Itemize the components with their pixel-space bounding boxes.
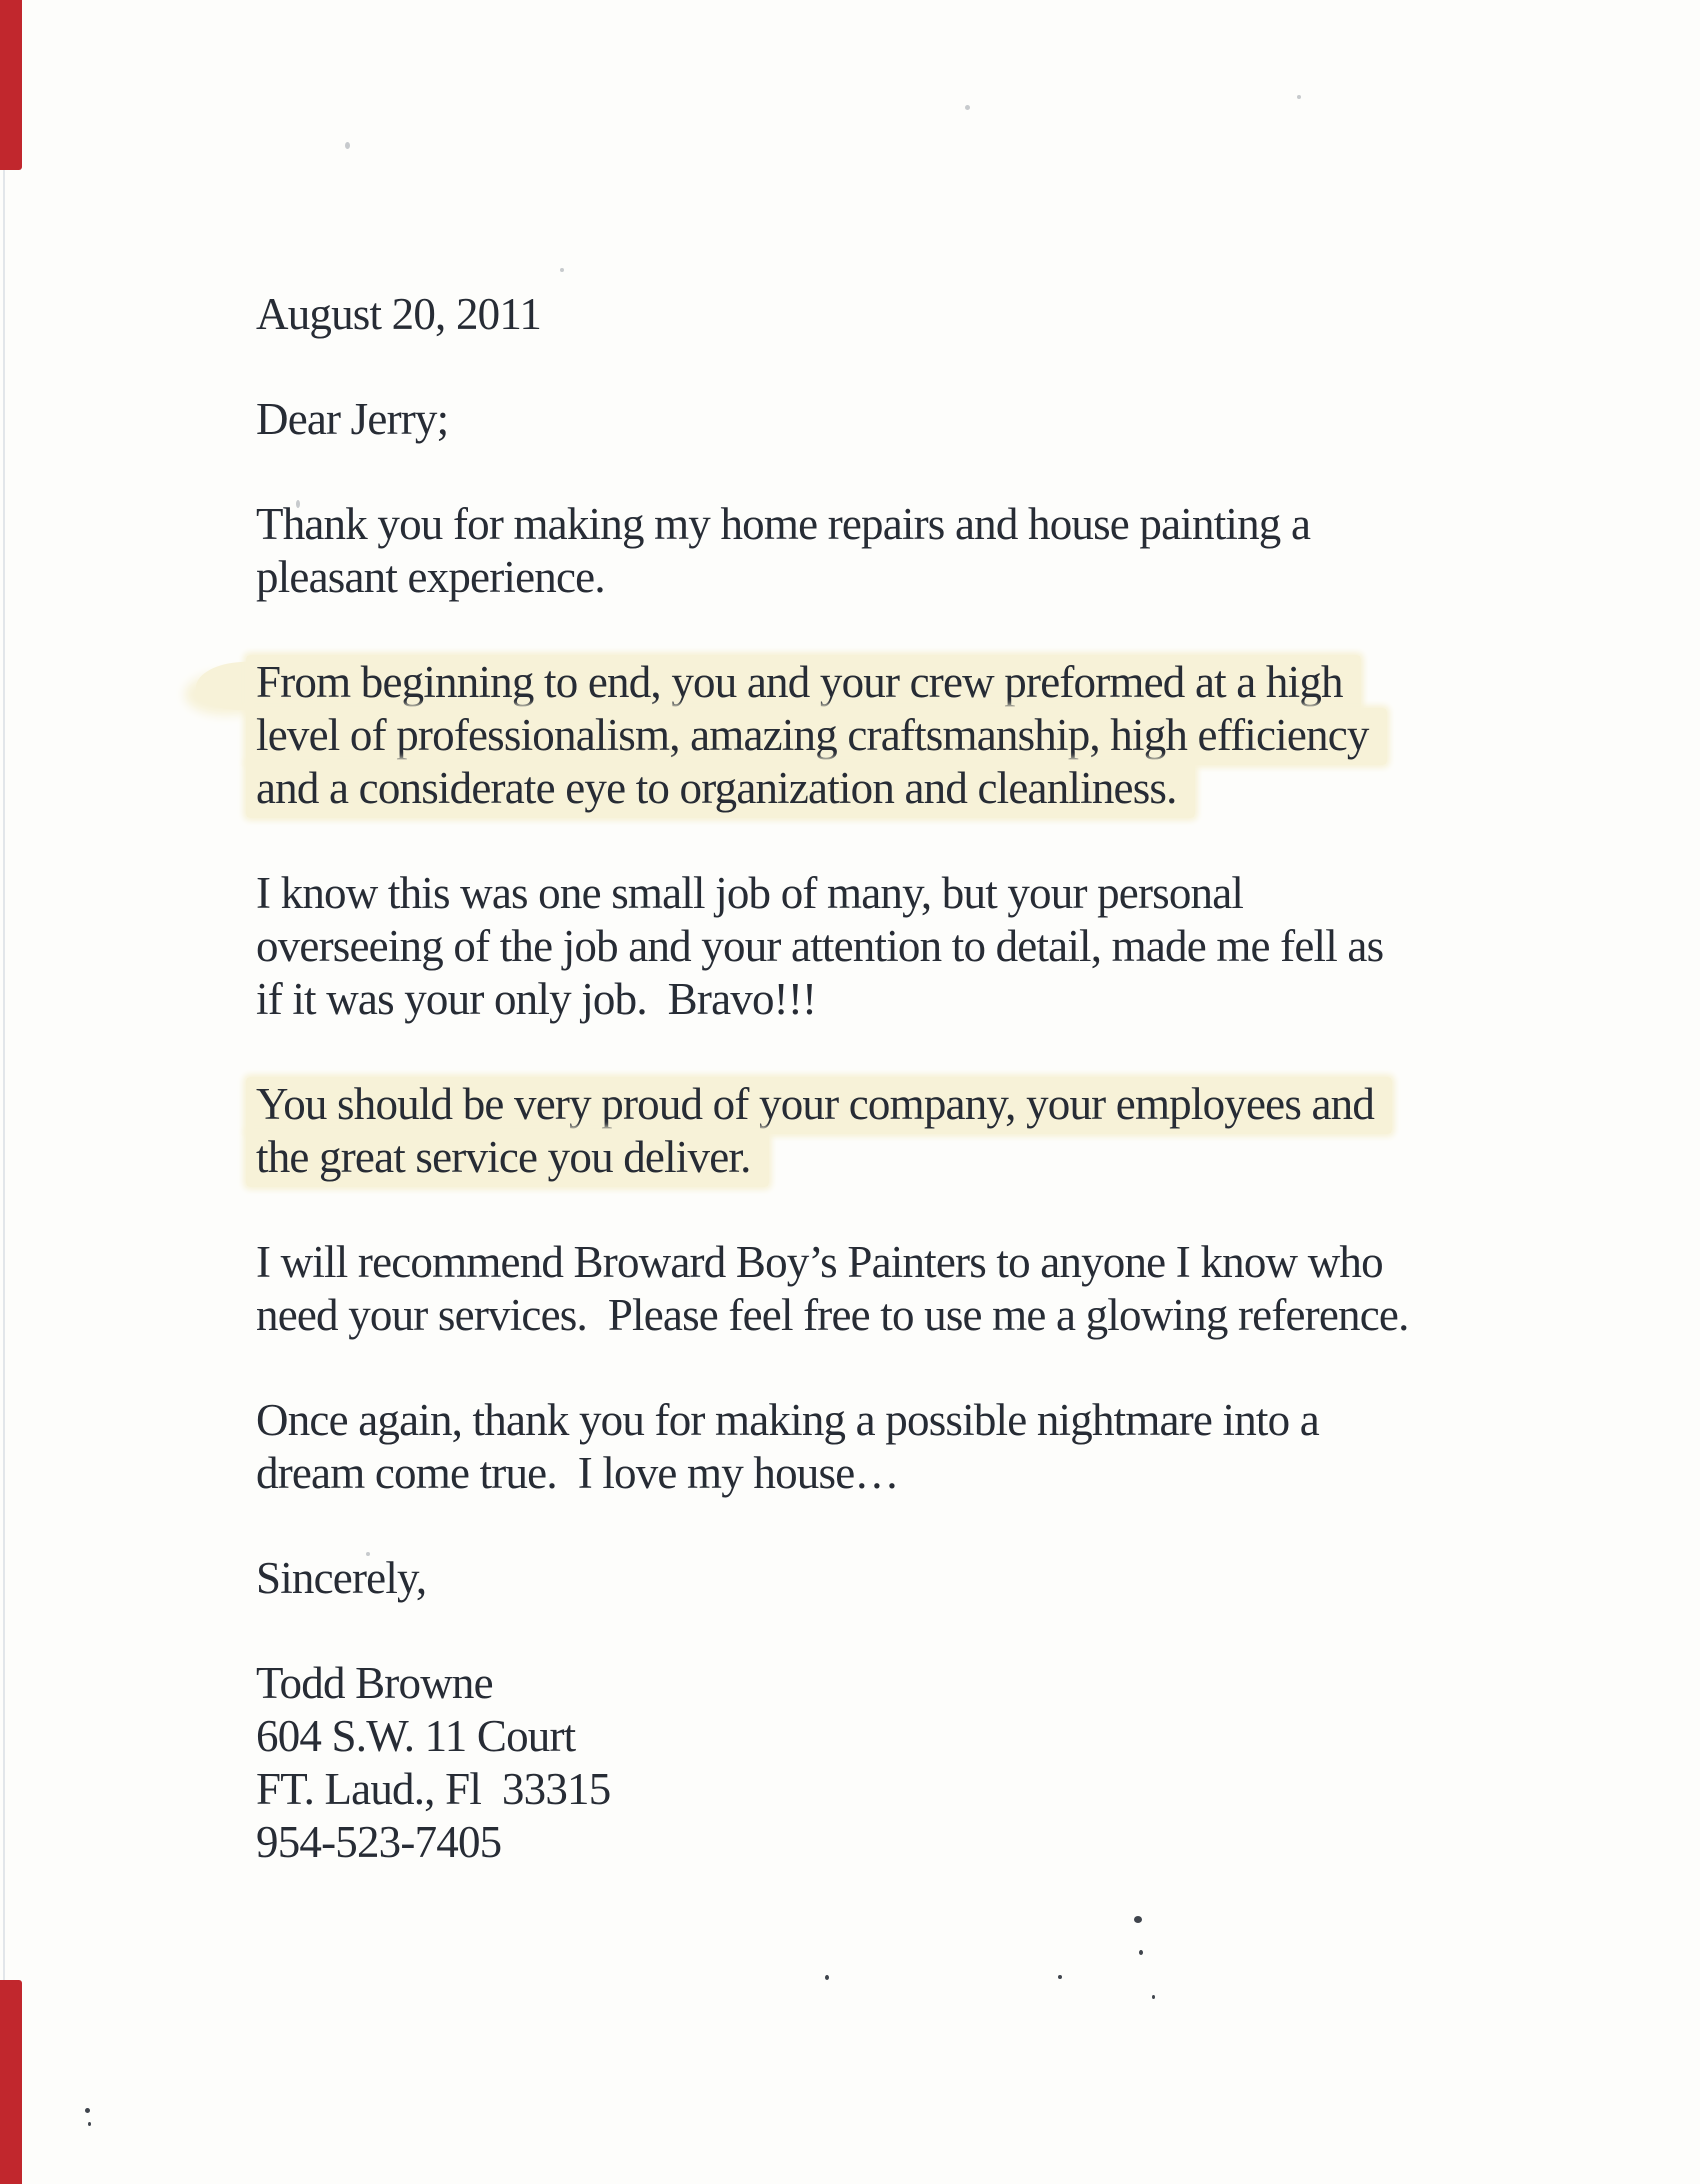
scan-edge-line [3, 0, 5, 2184]
text-line: overseeing of the job and your attention to detail, made me fell as [256, 921, 1384, 971]
scan-speck [345, 142, 350, 149]
text-line [256, 762, 1516, 815]
highlighted-text: From beginning to end, you and your crew preformed at a high [246, 655, 1361, 712]
text-line: need your services. Please feel free to use me a glowing reference. [256, 1290, 1409, 1340]
signature-block [256, 1657, 1516, 1869]
scan-speck [88, 2122, 91, 2126]
scan-speck [1058, 1975, 1062, 1979]
letter-content [256, 288, 1516, 1921]
salutation: Dear Jerry; [256, 394, 449, 444]
signature-name: Todd Browne [256, 1658, 493, 1708]
scan-speck [85, 2108, 90, 2113]
text-line: Once again, thank you for making a possible nightmare into a [256, 1395, 1319, 1445]
highlighted-text: level of professionalism, amazing craftsmanship, high efficiency [246, 708, 1387, 765]
highlighted-text: and a considerate eye to organization and cleanliness. [246, 761, 1195, 818]
letter-date-block [256, 288, 1516, 341]
closing-block [256, 1552, 1516, 1605]
highlighted-text: the great service you deliver. [246, 1130, 769, 1187]
paragraph-recommendation [256, 1236, 1516, 1342]
scan-artifact-red-bar-top [0, 0, 22, 170]
text-line: I will recommend Broward Boy’s Painters to anyone I know who [256, 1237, 1383, 1287]
paragraph-small-job [256, 867, 1516, 1026]
scan-speck [560, 268, 564, 272]
paragraph-proud-highlighted [256, 1078, 1516, 1184]
scan-artifact-red-bar-bottom [0, 1980, 22, 2184]
closing: Sincerely, [256, 1553, 427, 1603]
text-line [256, 1078, 1516, 1131]
paragraph-once-again [256, 1394, 1516, 1500]
paragraph-crew-performance-highlighted [256, 656, 1516, 815]
scan-speck [1152, 1995, 1155, 1999]
text-line: Thank you for making my home repairs and house painting a [256, 499, 1311, 549]
paragraph-thank-you [256, 498, 1516, 604]
highlighted-text: You should be very proud of your company, your employees and [246, 1077, 1392, 1134]
text-line [256, 1131, 1516, 1184]
letter-date: August 20, 2011 [256, 289, 542, 339]
text-line [256, 656, 1516, 709]
text-line [256, 709, 1516, 762]
signature-address-line2: FT. Laud., Fl 33315 [256, 1764, 611, 1814]
text-line: if it was your only job. Bravo!!! [256, 974, 817, 1024]
signature-address-line1: 604 S.W. 11 Court [256, 1711, 576, 1761]
scan-speck [1139, 1950, 1143, 1955]
text-line: dream come true. I love my house… [256, 1448, 899, 1498]
text-line: I know this was one small job of many, but your personal [256, 868, 1244, 918]
signature-phone: 954-523-7405 [256, 1817, 502, 1867]
scan-speck [1297, 95, 1301, 99]
salutation-block [256, 393, 1516, 446]
scan-speck [965, 105, 970, 110]
text-line: pleasant experience. [256, 552, 605, 602]
scan-speck [825, 1975, 829, 1980]
